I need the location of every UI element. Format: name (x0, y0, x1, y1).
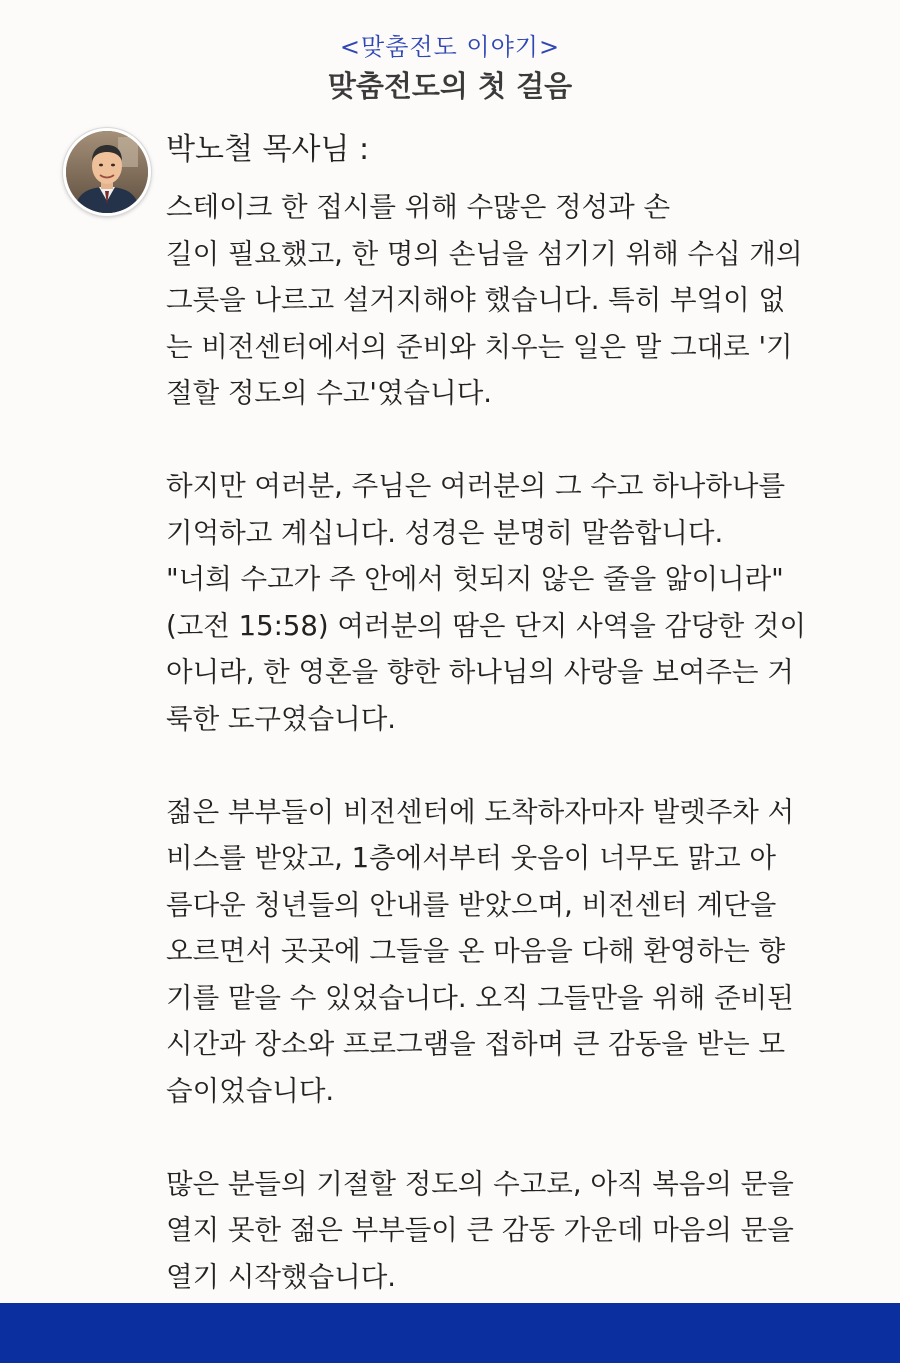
text-line: 름다운 청년들의 안내를 받았으며, 비전센터 계단을 (166, 888, 777, 921)
header (0, 30, 900, 106)
text-line: 기를 맡을 수 있었습니다. 오직 그들만을 위해 준비된 (166, 981, 794, 1014)
paragraph (166, 789, 856, 1115)
text-line: 습이었습니다. (166, 1074, 335, 1107)
text-line: 는 비전센터에서의 준비와 치우는 일은 말 그대로 '기 (166, 330, 793, 363)
person-photo-icon (66, 131, 148, 213)
text-line: "너희 수고가 주 안에서 헛되지 않은 줄을 앎이니라" (166, 563, 784, 595)
text-line: 절할 정도의 수고'였습니다. (166, 377, 492, 409)
text-line: 룩한 도구였습니다. (166, 702, 397, 735)
speaker-name: 박노철 목사님 : (166, 132, 370, 167)
text-line: 비스를 받았고, 1층에서부터 웃음이 너무도 맑고 아 (166, 842, 776, 874)
text-line: (고전 15:58) 여러분의 땀은 단지 사역을 감당한 것이 (166, 609, 807, 642)
paragraph (166, 1161, 856, 1301)
text-line: 젊은 부부들이 비전센터에 도착하자마자 발렛주차 서 (166, 795, 795, 828)
text-line: 오르면서 곳곳에 그들을 온 마음을 다해 환영하는 향 (166, 935, 786, 967)
paragraph (166, 463, 856, 742)
text-line: 아니라, 한 영혼을 향한 하나님의 사랑을 보여주는 거 (166, 656, 794, 688)
message-body (166, 184, 856, 1347)
text-line: 기억하고 계십니다. 성경은 분명히 말씀합니다. (166, 516, 724, 549)
text-line: 시간과 장소와 프로그램을 접하며 큰 감동을 받는 모 (166, 1028, 786, 1060)
text-line: 길이 필요했고, 한 명의 손님을 섬기기 위해 수십 개의 (166, 237, 803, 270)
text-line: 열지 못한 젊은 부부들이 큰 감동 가운데 마음의 문을 (166, 1214, 794, 1246)
text-line: 하지만 여러분, 주님은 여러분의 그 수고 하나하나를 (166, 470, 786, 502)
text-line: 많은 분들의 기절할 정도의 수고로, 아직 복음의 문을 (166, 1167, 794, 1200)
avatar (63, 128, 151, 216)
text-line: 열기 시작했습니다. (166, 1260, 397, 1293)
text-line: 그릇을 나르고 설거지해야 했습니다. 특히 부엌이 없 (166, 284, 786, 316)
text-line: 스테이크 한 접시를 위해 수많은 정성과 손 (166, 191, 671, 223)
main-title: 맞춤전도의 첫 걸음 (327, 69, 573, 103)
paragraph (166, 184, 856, 417)
footer-bar (0, 1303, 900, 1363)
series-title: <맞춤전도 이야기> (339, 33, 561, 61)
